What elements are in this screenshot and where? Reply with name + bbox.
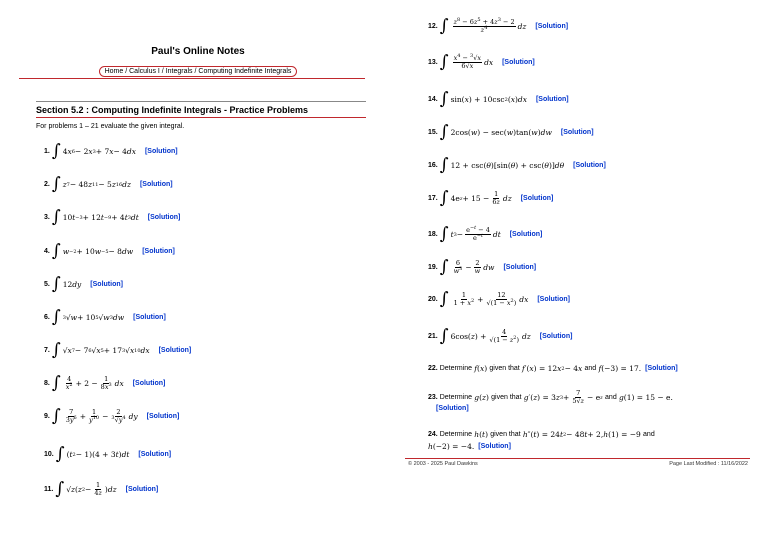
problem-11-integral: ∫ √ z ( z 2 − $\frac{1}{4z}$ ) dz [55,479,117,499]
problem-5-integral: ∫ 12 dy [51,274,82,294]
solution-link[interactable]: [Solution] [158,347,192,354]
solution-link[interactable]: [Solution] [503,264,537,271]
problem-19-integral: ∫ $\frac{6}{w^3}$ − $\frac{2}{w}$ dw [439,257,495,277]
problem-24-text-3: and [643,431,655,438]
problem-18-integral: ∫ t 3 − $\frac{e^{-t} - 4}{e^{-t}}$ dt [439,224,501,244]
footer-copyright: © 2003 - 2025 Paul Dawkins [408,461,478,467]
problem-17 [428,190,553,207]
solution-link[interactable]: [Solution] [535,23,569,30]
problem-23-solution-row [436,405,469,412]
problem-23-text-2: given that [491,394,522,402]
site-title: Paul's Online Notes [151,46,245,57]
problem-17-integral: ∫ 4e z + 15 − $\frac{1}{6z}$ dz [439,188,512,208]
solution-link[interactable]: [Solution] [147,214,181,221]
problem-21 [428,328,572,345]
solution-link[interactable]: [Solution] [146,413,180,420]
problem-9 [44,408,179,425]
problem-number: 6. [44,314,50,321]
problem-21-integral: ∫ 6cos( z ) + $\frac{4}{√(1 - z^2)}$ dz [439,326,531,346]
problem-22-text-3: and [584,365,597,372]
problem-number: 9. [44,413,50,420]
solution-link[interactable]: [Solution] [502,59,535,66]
problem-number: 13. [428,59,438,66]
problem-14-integral: ∫ sin( x ) + 10csc 2 ( x ) dx [439,89,527,109]
problem-13 [428,54,535,71]
footer-divider [405,458,750,459]
solution-link[interactable]: [Solution] [645,365,678,372]
problem-16 [428,157,606,174]
section-title: Section 5.2 : Computing Indefinite Integrals - Practice Problems [36,105,309,115]
problem-24-line-2 [428,442,511,451]
problem-6 [44,309,166,326]
problem-number: 8. [44,380,50,387]
problem-22-text-1: Determine [439,365,473,372]
problem-23-math-3: g (1) = 15 − e. [618,393,673,403]
problem-12-integral: ∫ $\frac{z^8 - 6z^5 + 4z^3 - 2}{z^4}$ dz [439,16,527,36]
problem-3-integral: ∫ 10 t −3 + 12 t −9 + 4 t 3 dt [51,207,139,227]
intro-text: For problems 1 – 21 evaluate the given integral. [36,123,185,130]
problem-number: 1. [44,148,50,155]
problem-1 [44,143,178,160]
solution-link[interactable]: [Solution] [138,451,172,458]
problem-13-integral: ∫ $\frac{x^4 - ^3√x}{6√x}$ dx [439,52,494,72]
problem-22-text-2: given that [489,365,520,372]
problem-22-math-1: f ( x ) [474,364,488,373]
section-rule-top [36,101,366,102]
problem-14 [428,91,569,108]
solution-link[interactable]: [Solution] [139,181,173,188]
problem-number: 10. [44,451,54,458]
solution-link[interactable]: [Solution] [90,281,123,288]
breadcrumb-integrals[interactable]: Integrals [165,68,193,75]
solution-link[interactable]: [Solution] [144,148,178,155]
problem-23-math-2: g ′( z ) = 3 z 3 + $\frac{7}{5√z}$ − e z [523,389,603,406]
footer-last-modified: Page Last Modified : 11/16/2022 [669,461,748,467]
problem-10 [44,446,171,463]
solution-link[interactable]: [Solution] [142,248,175,255]
problem-24-text-2: given that [490,431,521,438]
problem-2-integral: ∫ z 7 − 48 z 11 − 5 z 16 dz [51,174,131,194]
problem-7 [44,342,191,359]
problem-4-integral: ∫ w −2 + 10 w −5 − 8 dw [51,241,134,261]
solution-link[interactable]: [Solution] [133,314,166,321]
solution-link[interactable]: [Solution] [478,443,511,450]
problem-9-integral: ∫ $\frac{7}{3y^6}$ + $\frac{1}{y^{10}}$ − $\frac{2}{^3√y^4}$ dy [51,406,138,426]
problem-23-text-3: and [605,394,617,402]
problem-2 [44,176,173,193]
problem-5 [44,276,123,293]
solution-link[interactable]: [Solution] [560,129,594,136]
solution-link[interactable]: [Solution] [573,162,606,169]
problem-15-integral: ∫ 2cos( w ) − sec( w )tan( w ) dw [439,122,552,142]
problem-number: 7. [44,347,50,354]
problem-12 [428,18,568,35]
problem-number: 22. [428,365,438,372]
problem-number: 11. [44,486,54,493]
problem-20-integral: ∫ $\frac{1}{1 + x^2}$ + $\frac{12}{√(1 - x^2)}$ dx [439,289,529,309]
solution-link[interactable]: [Solution] [509,231,543,238]
section-rule-bottom [36,117,366,118]
problem-24 [428,430,655,439]
problem-24-math-2: h ″( t ) = 24 t 2 − 48 t + 2, h (1) = −9 [522,430,641,439]
solution-link[interactable]: [Solution] [125,486,159,493]
problem-number: 14. [428,96,438,103]
problem-8-integral: ∫ $\frac{4}{x^2}$ + 2 − $\frac{1}{8x^3}$ dx [51,373,124,393]
problem-23-text-1: Determine [439,394,473,402]
problem-8 [44,375,165,392]
problem-number: 5. [44,281,50,288]
problem-6-integral: ∫ 3 √ w + 10 5 √ w 3 dw [51,307,125,327]
problem-20 [428,291,570,308]
problem-22 [428,364,678,373]
problem-number: 12. [428,23,438,30]
problem-1-integral: ∫ 4 x 6 − 2 x 3 + 7 x − 4 dx [51,141,136,161]
breadcrumb-container [33,60,363,78]
problem-number: 4. [44,248,50,255]
problem-4 [44,243,175,260]
solution-link[interactable]: [Solution] [436,405,469,412]
problem-23 [428,390,673,406]
problem-10-integral: ∫ ( t 2 − 1)(4 + 3 t ) dt [55,444,130,464]
problem-19 [428,259,536,276]
breadcrumb-home[interactable]: Home [104,68,124,75]
problem-number: 3. [44,214,50,221]
solution-link[interactable]: [Solution] [539,333,573,340]
breadcrumb-calculus-i[interactable]: Calculus I [129,68,160,75]
solution-link[interactable]: [Solution] [537,296,570,303]
problem-number: 23. [428,394,438,402]
problem-number: 16. [428,162,438,169]
problem-11 [44,481,158,498]
problem-number: 19. [428,264,438,271]
problem-15 [428,124,594,141]
problem-18 [428,226,542,243]
problem-number: 15. [428,129,438,136]
solution-link[interactable]: [Solution] [520,195,554,202]
problem-number: 20. [428,296,438,303]
problem-24-text-1: Determine [439,431,473,438]
problem-number: 24. [428,431,438,438]
solution-link[interactable]: [Solution] [535,96,569,103]
problem-23-math-1: g ( z ) [474,393,489,403]
problem-16-integral: ∫ 12 + csc( θ )[sin( θ ) + csc( θ )] dθ [439,155,565,175]
problem-number: 18. [428,231,438,238]
problem-22-math-2: f ′( x ) = 12 x 2 − 4 x [521,364,583,373]
problem-24-math-1: h ( t ) [474,430,488,439]
solution-link[interactable]: [Solution] [132,380,166,387]
problem-number: 2. [44,181,50,188]
problem-number: 21. [428,333,438,340]
breadcrumb-current-page[interactable]: Computing Indefinite Integrals [198,68,292,75]
header-divider [19,78,365,79]
problem-24-math-3: h (−2) = −4. [428,442,475,451]
problem-number: 17. [428,195,438,202]
problem-22-math-3: f (−3) = 17. [598,364,642,373]
problem-3 [44,209,180,226]
problem-7-integral: ∫ √ x 7 − 7 6 √ x 5 + 17 3 √ x 10 dx [51,340,150,360]
breadcrumb: Home / Calculus I / Integrals / Computing Indefinite Integrals [99,66,298,77]
